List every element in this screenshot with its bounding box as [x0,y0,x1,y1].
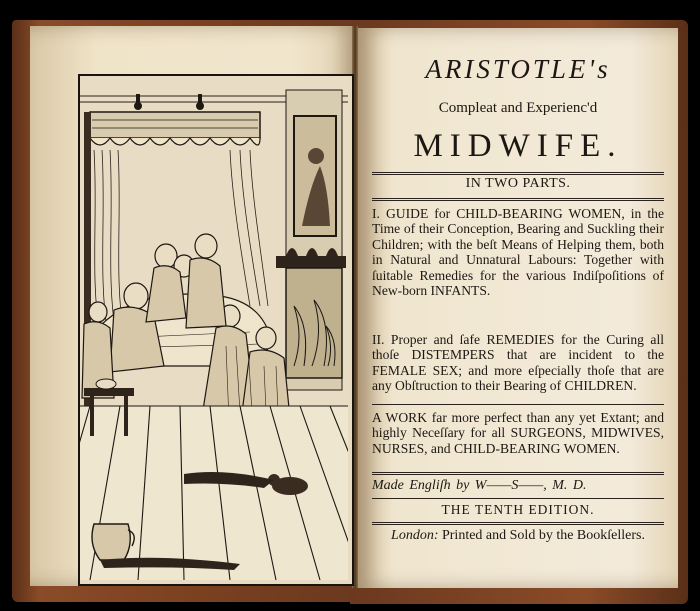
birth-scene-illustration [80,76,348,580]
parts-rule [372,198,664,201]
parts-line: IN TWO PARTS. [465,176,571,191]
part-two-paragraph: II. Proper and ſafe REMEDIES for the Curing all thoſe DISTEMPERS that are incident to the FEMALE SEX; and more eſpecially thoſe that are any Obſtruction to their Bearing of CHILDREN. [372,332,664,394]
work-note-paragraph: A WORK far more perfect than any yet Extant; and highly Neceſſary for all SURGEONS, MIDWIVES, NURSES, and CHILD-BEARING WOMEN. [372,410,664,456]
title-page [368,40,668,570]
edition-rule-bottom [372,522,664,525]
book-title: MIDWIFE. [413,128,623,164]
frontispiece-woodcut [78,74,354,586]
section-rule [372,404,664,405]
translator-line: Made Engliſh by W——S——, M. D. [372,478,587,493]
edition-line: THE TENTH EDITION. [441,502,595,517]
subtitle-line: Compleat and Experienc'd [438,100,598,116]
author-heading: ARISTOTLE's [425,54,611,84]
edition-rule-top [372,498,664,499]
imprint-publisher: Printed and Sold by the Bookſellers. [441,528,645,543]
title-rule [372,172,664,175]
imprint [372,528,664,544]
imprint-place: London: [391,528,439,543]
translator-rule [372,472,664,475]
part-one-paragraph: I. GUIDE for CHILD-BEARING WOMEN, in the Time of their Conception, Bearing and Suckling their Children; with the beſt Means of Helping them, both in Natural and Unnatural Labours: Together with ſuitable Remedies for the various Indiſpoſitions of New-born INFANTS. [372,206,664,299]
